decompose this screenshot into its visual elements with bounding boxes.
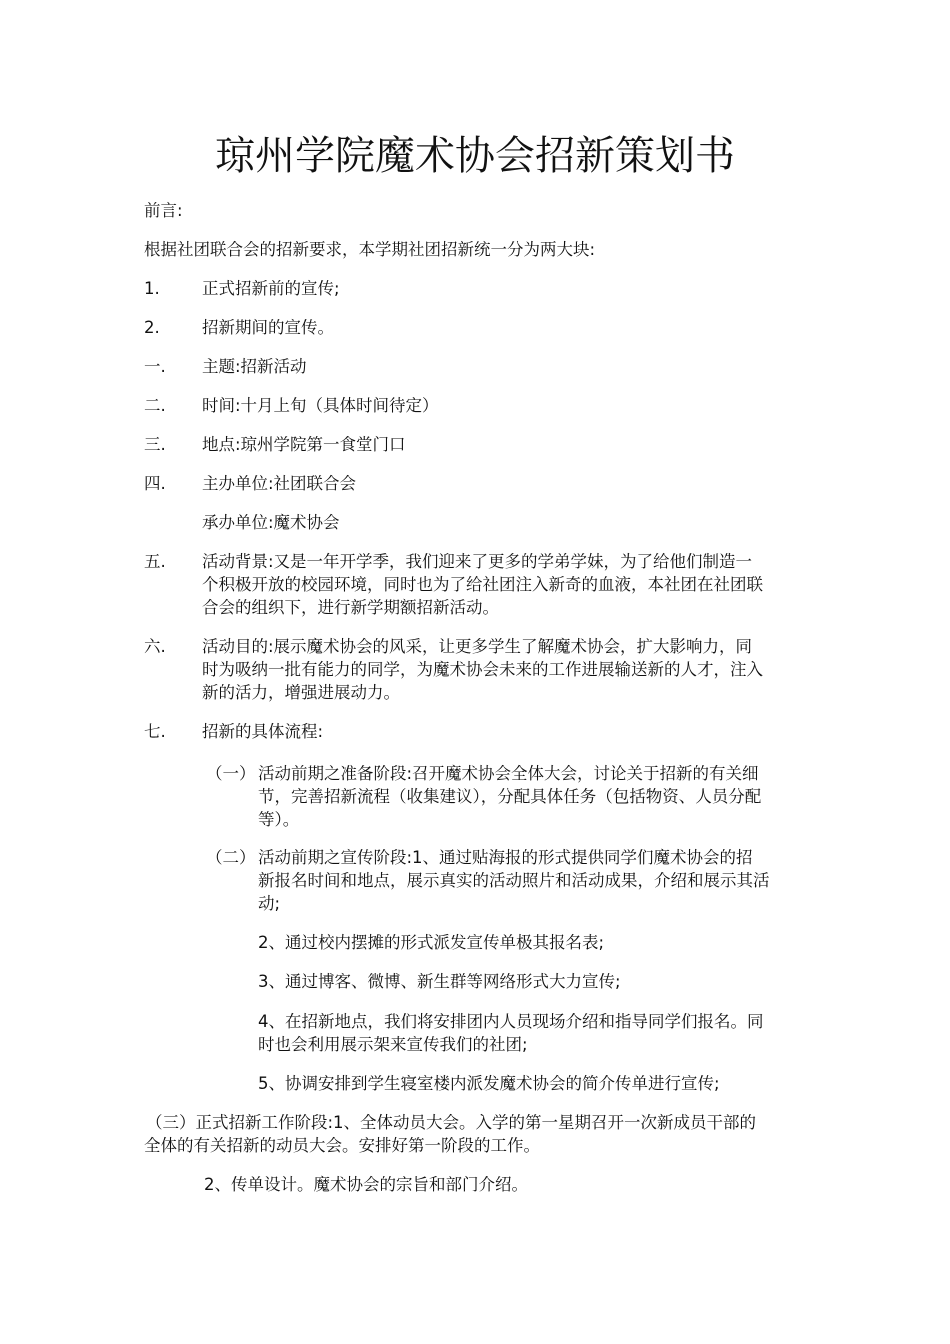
text-line: 新的活力，增强进展动力。 — [202, 683, 400, 702]
text-line: 等）。 — [258, 810, 300, 829]
section-number: 五. — [144, 552, 166, 571]
section-text: 承办单位:魔术协会 — [202, 513, 340, 532]
section-text: 主办单位:社团联合会 — [202, 474, 357, 493]
phase-formal-line1: （三）正式招新工作阶段:1、全体动员大会。入学的第一星期召开一次新成员干部的 — [146, 1113, 757, 1132]
section-text: 地点:琼州学院第一食堂门口 — [202, 435, 406, 454]
text-line: 合会的组织下，进行新学期额招新活动。 — [202, 598, 499, 617]
section-number: 七. — [144, 722, 166, 741]
promotion-item-4: 4、在招新地点，我们将安排团内人员现场介绍和指导同学们报名。同 — [258, 1012, 764, 1031]
section-number: 四. — [144, 474, 166, 493]
intro-paragraph: 根据社团联合会的招新要求，本学期社团招新统一分为两大块: — [144, 240, 596, 259]
section-number: 二. — [144, 396, 166, 415]
promotion-item-5: 5、协调安排到学生寝室楼内派发魔术协会的简介传单进行宣传; — [258, 1074, 720, 1093]
item-text: 正式招新前的宣传; — [202, 279, 340, 298]
text-line: 时为吸纳一批有能力的同学，为魔术协会未来的工作进展输送新的人才，注入 — [202, 660, 763, 679]
item-number: 2. — [144, 318, 160, 337]
section-text: 招新的具体流程: — [202, 722, 324, 741]
text-line: 活动前期之宣传阶段:1、通过贴海报的形式提供同学们魔术协会的招 — [258, 848, 753, 867]
text-line: 活动前期之准备阶段:召开魔术协会全体大会，讨论关于招新的有关细 — [258, 764, 759, 783]
section-number: 三. — [144, 435, 166, 454]
phase-text — [258, 846, 806, 915]
promotion-item-4-cont: 时也会利用展示架来宣传我们的社团; — [258, 1035, 528, 1054]
phase-number: （二） — [206, 848, 256, 867]
section-text: 主题:招新活动 — [202, 357, 307, 376]
text-line: 活动目的:展示魔术协会的风采，让更多学生了解魔术协会，扩大影响力，同 — [202, 637, 753, 656]
phase-text — [258, 762, 806, 831]
item-text: 招新期间的宣传。 — [202, 318, 334, 337]
document-title: 琼州学院魔术协会招新策划书 — [215, 133, 735, 179]
section-number: 一. — [144, 357, 166, 376]
preface-label: 前言: — [144, 201, 183, 220]
text-line: 个积极开放的校园环境，同时也为了给社团注入新奇的血液，本社团在社团联 — [202, 575, 763, 594]
text-line: 活动背景:又是一年开学季，我们迎来了更多的学弟学妹，为了给他们制造一 — [202, 552, 753, 571]
section-text: 时间:十月上旬（具体时间待定） — [202, 396, 439, 415]
phase-number: （一） — [206, 764, 256, 783]
text-line: 动; — [258, 894, 281, 913]
promotion-item-2: 2、通过校内摆摊的形式派发宣传单极其报名表; — [258, 933, 605, 952]
text-line: 新报名时间和地点，展示真实的活动照片和活动成果，介绍和展示其活 — [258, 871, 770, 890]
section-text — [202, 635, 804, 704]
section-number: 六. — [144, 637, 166, 656]
phase-formal-line3: 2、传单设计。魔术协会的宗旨和部门介绍。 — [204, 1175, 528, 1194]
section-text — [202, 550, 804, 619]
text-line: 节，完善招新流程（收集建议），分配具体任务（包括物资、人员分配 — [258, 787, 762, 806]
phase-formal-line2: 全体的有关招新的动员大会。安排好第一阶段的工作。 — [144, 1136, 540, 1155]
promotion-item-3: 3、通过博客、微博、新生群等网络形式大力宣传; — [258, 972, 621, 991]
item-number: 1. — [144, 279, 160, 298]
